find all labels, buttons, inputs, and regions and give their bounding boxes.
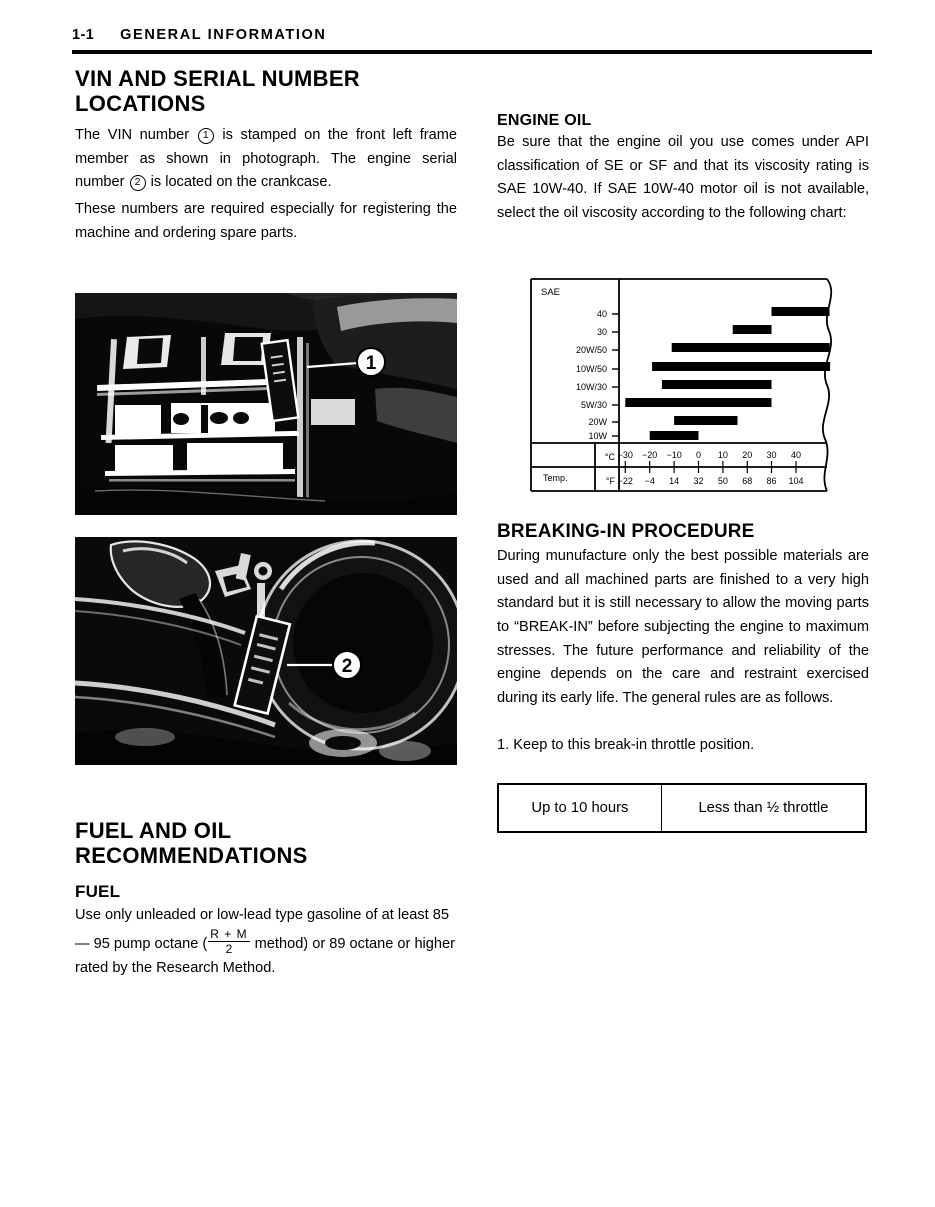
frame-vin-photo	[75, 293, 457, 515]
breaking-in-section	[497, 521, 869, 758]
svg-text:−30: −30	[617, 450, 633, 460]
bar-10W	[650, 431, 699, 440]
break-in-throttle-cell: Less than ½ throttle	[698, 800, 829, 816]
callout-number-2-photo: 2	[341, 656, 353, 677]
fraction-numerator: R + M	[210, 926, 248, 941]
frame-vin-photo-artwork	[75, 293, 457, 515]
fuel-para-part-a: Use only unleaded or low-lead type gasoline of at least 85 — 95 pump octane (	[75, 907, 450, 952]
vin-para-part-a: The VIN number	[75, 127, 190, 144]
page-header	[72, 27, 872, 43]
grade-label-10W30: 10W/30	[575, 382, 607, 392]
callout-number-1-photo: 1	[365, 353, 377, 374]
chart-bars	[625, 307, 830, 440]
page-title: GENERAL INFORMATION	[120, 27, 327, 43]
bar-5W30	[625, 398, 771, 407]
bar-10W50	[652, 362, 830, 371]
fuel-subheading: FUEL	[75, 882, 121, 902]
unit-label-fahrenheit: °F	[605, 476, 615, 486]
breaking-in-rule-1: 1. Keep to this break-in throttle position.	[497, 737, 755, 754]
sae-viscosity-chart	[527, 273, 869, 497]
fuel-heading-line-1: FUEL AND OIL	[75, 818, 232, 843]
svg-text:30: 30	[766, 450, 777, 460]
fahrenheit-tick-labels	[618, 476, 804, 486]
vin-section-heading	[75, 66, 457, 116]
engine-serial-photo	[75, 537, 457, 765]
grade-label-20W50: 20W/50	[575, 345, 607, 355]
vin-para-part-b: is stamped on the front left frame member as shown in photograph. The engine serial number	[75, 127, 457, 191]
unit-label-celsius: °C	[604, 452, 615, 462]
break-in-duration-cell: Up to 10 hours	[499, 785, 662, 831]
bar-30	[733, 325, 772, 334]
bar-40	[772, 307, 830, 316]
svg-text:14: 14	[669, 476, 680, 486]
temp-row-label: Temp.	[543, 473, 568, 483]
svg-text:−22: −22	[617, 476, 633, 486]
header-divider-rule	[72, 50, 872, 54]
fuel-para-part-b: method) or 89 octane or higher rated by the Research Method.	[75, 936, 456, 976]
callout-number-1-inline: 1	[198, 128, 214, 144]
svg-text:20: 20	[742, 450, 753, 460]
right-column	[497, 112, 869, 226]
sae-viscosity-chart-svg	[527, 273, 869, 497]
svg-text:−4: −4	[644, 476, 655, 486]
engine-serial-photo-artwork	[75, 537, 457, 765]
vin-heading-line-2: LOCATIONS	[75, 91, 206, 117]
engine-oil-paragraph: Be sure that the engine oil you use comes under API classification of SE or SF and that its viscosity rating is SAE 10W-40. If SAE 10W-40 motor oil is not available, select the oil viscosity according to the following chart:	[497, 134, 869, 221]
vin-paragraph-1	[75, 124, 457, 195]
celsius-tick-labels	[618, 450, 801, 460]
svg-text:104: 104	[788, 476, 804, 486]
svg-text:40: 40	[790, 450, 802, 460]
svg-text:50: 50	[717, 476, 728, 486]
page-number: 1-1	[72, 27, 95, 43]
fraction-denominator: 2	[225, 942, 233, 957]
fuel-and-oil-section	[75, 818, 457, 980]
grade-label-10W: 10W	[588, 431, 607, 441]
break-in-throttle-table	[497, 783, 867, 833]
grade-label-30: 30	[596, 327, 607, 337]
vin-heading-line-1: VIN AND SERIAL NUMBER	[75, 66, 360, 91]
octane-fraction	[208, 928, 249, 956]
bar-20W	[674, 416, 737, 425]
left-column	[75, 66, 457, 245]
grade-label-10W50: 10W/50	[575, 364, 607, 374]
fuel-section-heading	[75, 818, 457, 868]
bar-20W50	[672, 343, 830, 352]
svg-text:86: 86	[766, 476, 777, 486]
vin-paragraph-2: These numbers are required especially for registering the machine and ordering spare parts.	[75, 201, 457, 241]
svg-text:−20: −20	[642, 450, 658, 460]
breaking-in-paragraph: During munufacture only the best possible materials are used and all machined parts are finished to a very high standard but it is still necessary to allow the moving parts to “BREAK-IN” before subjecting the engine to maximum stresses. The future performance and reliability of the engine depends on the care and restraint exercised during its early life. The general rules are as follows.	[497, 548, 869, 706]
vin-para-part-c: is located on the crankcase.	[150, 174, 332, 191]
callout-number-2-inline: 2	[130, 175, 146, 191]
fuel-heading-line-2: RECOMMENDATIONS	[75, 843, 308, 869]
svg-text:0: 0	[695, 450, 702, 460]
svg-text:32: 32	[693, 476, 704, 486]
grade-label-5W30: 5W/30	[580, 400, 607, 410]
svg-text:10: 10	[717, 450, 728, 460]
bar-10W30	[662, 380, 772, 389]
chart-corner-label: SAE	[541, 287, 561, 298]
grade-label-20W: 20W	[588, 417, 607, 427]
grade-label-40: 40	[596, 309, 607, 319]
fuel-paragraph	[75, 904, 457, 980]
svg-text:−10: −10	[666, 450, 682, 460]
engine-oil-heading: ENGINE OIL	[497, 112, 592, 129]
svg-text:68: 68	[742, 476, 753, 486]
breaking-in-heading: BREAKING-IN PROCEDURE	[497, 521, 755, 542]
